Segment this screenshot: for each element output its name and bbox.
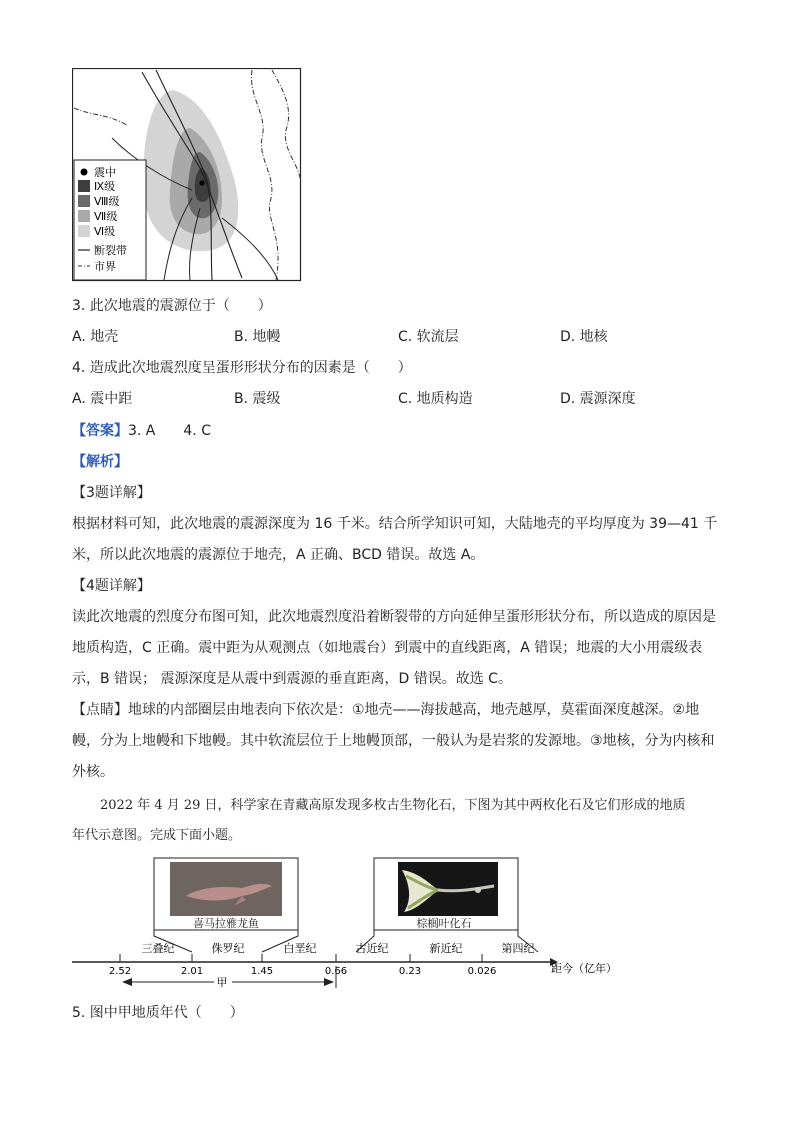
span-label: 甲	[216, 976, 228, 989]
q3-option-b[interactable]: B. 地幔	[234, 329, 281, 345]
period-cretaceous: 白垩纪	[283, 942, 317, 955]
tick-label-1: 2.01	[180, 966, 204, 977]
period-neogene: 新近纪	[429, 942, 463, 955]
detail3-line2: 米，所以此次地震的震源位于地壳，A 正确、BCD 错误。故选 A。	[72, 547, 485, 563]
q4-option-b[interactable]: B. 震级	[234, 391, 281, 407]
legend-epicenter: 震中	[94, 166, 116, 179]
period-triassic: 三叠纪	[141, 942, 175, 955]
q3-stem: 3. 此次地震的震源位于（ ）	[72, 298, 272, 314]
tick-label-2: 1.45	[250, 966, 274, 977]
analysis-tag: 【解析】	[72, 454, 128, 470]
period-quaternary: 第四纪	[501, 942, 535, 955]
answer-line	[72, 421, 211, 441]
period-paleogene: 古近纪	[355, 942, 389, 955]
answer-tag: 【答案】	[72, 423, 128, 439]
tick-label-4: 0.23	[398, 966, 422, 977]
epicenter-dot	[199, 180, 204, 185]
q3-option-d[interactable]: D. 地核	[560, 329, 608, 345]
fossil2-label: 棕榈叶化石	[416, 917, 472, 930]
fossil1-label: 喜马拉雅龙鱼	[193, 917, 259, 930]
detail3-line1: 根据材料可知，此次地震的震源深度为 16 千米。结合所学知识可知，大陆地壳的平均厚度为 39—41 千	[72, 516, 718, 532]
svg-text:断裂带: 断裂带	[94, 244, 127, 257]
detail4-tag: 【4题详解】	[72, 578, 151, 594]
q4-option-c[interactable]: C. 地质构造	[398, 391, 473, 407]
q4-option-d[interactable]: D. 震源深度	[560, 391, 636, 407]
tick-label-3: 0.66	[324, 966, 348, 977]
q3-option-a[interactable]: A. 地壳	[72, 329, 119, 345]
tips-line2: 幔，分为上地幔和下地幔。其中软流层位于上地幔顶部，一般认为是岩浆的发源地。③地核，分为内核和	[72, 733, 715, 749]
intensity-map	[72, 68, 302, 282]
tips-line3: 外核。	[72, 764, 114, 780]
period-jurassic: 侏罗纪	[211, 942, 245, 955]
q3-option-c[interactable]: C. 软流层	[398, 329, 459, 345]
q5-stem: 5. 图中甲地质年代（ ）	[72, 1005, 244, 1021]
svg-text:Ⅵ级: Ⅵ级	[94, 225, 116, 238]
tick-label-5: 0.026	[467, 966, 497, 977]
axis-label: 距今（亿年）	[551, 962, 617, 975]
tick-marks	[120, 954, 482, 962]
tips-line1: 【点睛】地球的内部圈层由地表向下依次是：①地壳——海拔越高，地壳越厚，莫霍面深度越深。②地	[72, 702, 700, 718]
detail3-tag: 【3题详解】	[72, 485, 151, 501]
geologic-timeline	[66, 856, 666, 994]
material-line1: 2022 年 4 月 29 日，科学家在青藏高原发现多枚古生物化石，下图为其中两枚化石及它们形成的地质	[100, 798, 686, 813]
svg-text:市界: 市界	[94, 260, 116, 273]
tips-tag: 【点睛】	[72, 702, 128, 718]
detail4-line1: 读此次地震的烈度分布图可知，此次地震烈度沿着断裂带的方向延伸呈蛋形形状分布，所以造成的原因是	[72, 609, 716, 625]
q4-option-a[interactable]: A. 震中距	[72, 391, 133, 407]
detail4-line2: 地质构造，C 正确。震中距为从观测点（如地震台）到震中的直线距离，A 错误；地震的大小用震级表	[72, 640, 703, 656]
svg-text:Ⅶ级: Ⅶ级	[94, 210, 118, 223]
material-line2: 年代示意图。完成下面小题。	[72, 828, 242, 843]
detail4-line3: 示，B 错误； 震源深度是从震中到震源的垂直距离，D 错误。故选 C。	[72, 671, 512, 687]
svg-text:Ⅷ级: Ⅷ级	[94, 195, 120, 208]
q4-stem: 4. 造成此次地震烈度呈蛋形形状分布的因素是（ ）	[72, 360, 412, 376]
tick-label-0: 2.52	[108, 966, 132, 977]
svg-text:Ⅸ级: Ⅸ级	[94, 180, 116, 193]
answer-text: 3. A 4. C	[128, 423, 211, 439]
